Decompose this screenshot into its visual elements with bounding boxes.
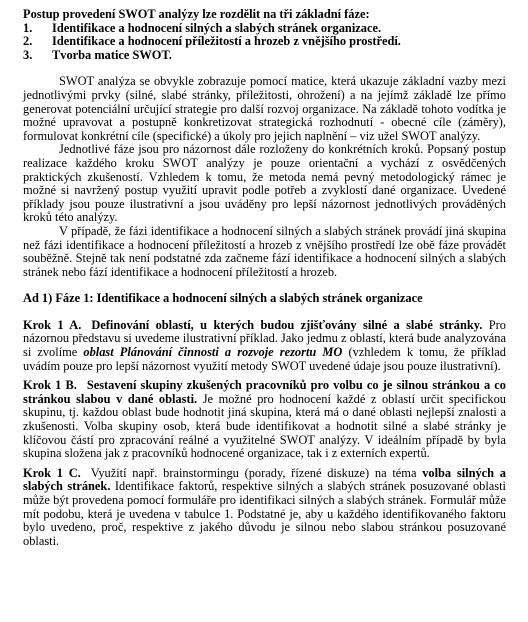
phase-item (23, 49, 506, 63)
body-paragraph: Jednotlivé fáze jsou pro názornost dále rozloženy do konkrétních kroků. Popsaný postup realizace každého kroku SWOT analýzy je pouze orientační a vychází z osvědčených praktických zkušeností. Vzhledem k tomu, že metoda nemá pevný metodologický rámec je možné si navržený postup využití upravit podle potřeb a zvyklostí dané organizace. Uvedené příklady jsou pouze ilustrativní a jsou uváděny pro lepší názornost jednotlivých prováděných kroků této analýzy. (23, 142, 506, 225)
phase-number: 1. (23, 20, 33, 35)
phase-number: 3. (23, 47, 33, 62)
phase-text: Tvorba matice SWOT. (52, 47, 172, 62)
step-label: Krok 1 A. (23, 317, 82, 332)
body-paragraph: SWOT analýza se obvykle zobrazuje pomocí matice, která ukazuje základní vazby mezi jednotlivými prvky (silné, slabé stránky, příležitosti, ohrožení) a na jejímž základě lze přímo generovat potenciální určující strategie pro další rozvoj organizace. Na základě tohoto vodítka je možné upravovat a postupně konkretizovat strategická rozhodnutí - obecné cíle (záměry), formulovat konkrétní cíle (specifické) a úkoly pro jejich naplnění – viz užel SWOT analýzy. (23, 74, 506, 143)
step-title: Sestavení skupiny zkušených pracovníků pro volbu co je silnou stránkou a co stránkou slabou v dané oblasti. (23, 378, 506, 406)
step-title: Definování oblastí, u kterých budou zjišťovány silné a slabé stránky. (91, 317, 483, 332)
step-paragraph (23, 379, 506, 461)
phase-number: 2. (23, 34, 33, 49)
step-body: Identifikace faktorů, respektive silných a slabých stránek posuzované oblasti může být provedena pomocí formuláře pro identifikaci silných a slabých stránek. Formulář může mít podobu, která je uvedena v tabulce 1. Podstatné je, aby u každého identifikovaného faktoru bylo uvedeno, proč, respektive z jakého důvodu je silnou nebo slabou stránkou posuzované oblasti. (23, 479, 506, 548)
section-heading: Ad 1) Fáze 1: Identifikace a hodnocení silných a slabých stránek organizace (23, 291, 423, 306)
phase-item (23, 35, 506, 49)
step-paragraph (23, 467, 506, 549)
step-paragraph (23, 319, 506, 373)
phase-item (23, 22, 506, 36)
step-title-lead: Využití např. brainstormingu (porady, řízené diskuze) na téma (90, 465, 423, 480)
phase-list (23, 22, 506, 63)
phase-text: Identifikace a hodnocení příležitostí a hrozeb z vnějšího prostředí. (52, 34, 401, 49)
phase-text: Identifikace a hodnocení silných a slabých stránek organizace. (52, 20, 382, 35)
body-paragraph: V případě, že fázi identifikace a hodnocení silných a slabých stránek provádí jiná skupina než fázi identifikace a hodnocení příležitostí a hrozeb z vnějšího prostředí lze obě fáze provádět souběžně. Stejně tak není podstatné zda začneme fází identifikace a hodnocení silných a slabých stránek nebo fází identifikace a hodnocení příležitostí a hrozeb. (23, 223, 506, 279)
step-body-emphasis: oblast Plánování činnosti a rozvoje rezortu MO (83, 345, 343, 360)
intro-heading: Postup provedení SWOT analýzy lze rozdělit na tři základní fáze: (23, 7, 370, 21)
step-label: Krok 1 B. (23, 378, 77, 393)
step-body-tail: (vzhledem k tomu, že příklad uvádím pouze pro lepší názornost využití metody SWOT uvedené údaje jsou pouze ilustrativní). (23, 345, 506, 373)
step-body: Je možné pro hodnocení každé z oblastí určit specifickou skupinu, tj. každou oblast bude hodnotit jiná skupina, která má o dané oblasti nejlepší znalosti a zkušenosti. Volba skupiny osob, která bude identifikovat a hodnotit silné a slabé stránky je klíčovou částí pro zpracování reálné a využitelné SWOT analýzy. V ideálním případě by byla skupina složena jak z pracovníků hodnocené organizace, tak i z externích expertů. (23, 391, 506, 461)
step-title: volba silných a slabých stránek. (23, 465, 506, 494)
step-label: Krok 1 C. (23, 465, 81, 480)
step-body: Pro názornou představu si uvedeme ilustrativní příklad. Jako jedmu z oblastí, která bude analyzována si zvolíme (23, 317, 506, 360)
